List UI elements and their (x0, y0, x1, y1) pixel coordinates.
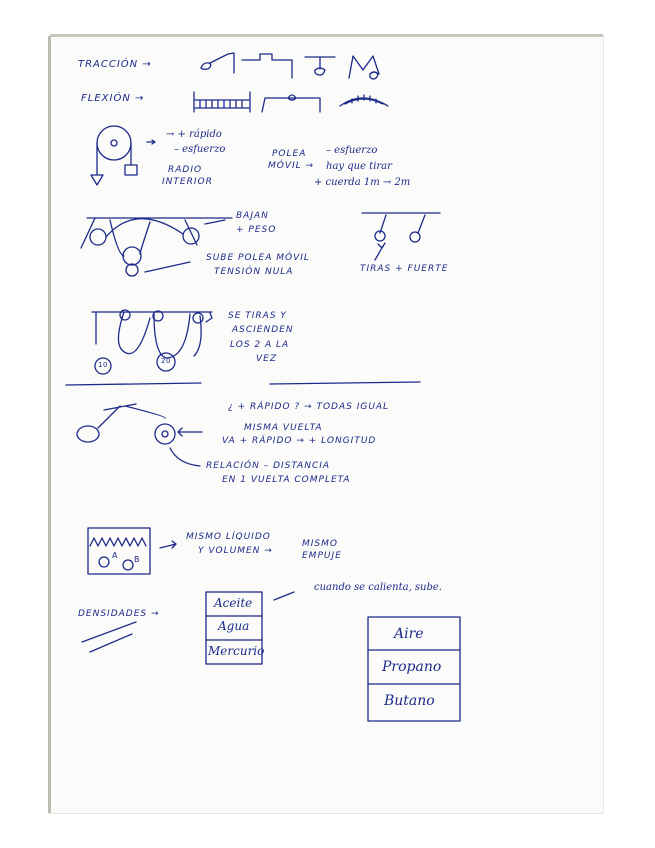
se-tiras-line-3: LOS 2 A LA (230, 340, 290, 350)
weight-label-10: 10 (98, 361, 108, 369)
cuando-label: cuando se calienta, sube. (314, 582, 442, 593)
wheel-sketch (77, 404, 202, 466)
pulley-radius-sketch (91, 126, 155, 185)
two-weights-sketch (92, 310, 212, 374)
tank-label-b: B (134, 555, 140, 564)
esfuerzo-line-1: – esfuerzo (326, 145, 378, 156)
rapido-line-2: – esfuerzo (174, 144, 226, 155)
tension-nula-label: TENSIÓN NULA (214, 267, 294, 277)
liquid-mercurio: Mercurio (208, 644, 265, 658)
mismo-empuje-line-2: EMPUJE (302, 551, 342, 561)
relacion-line-1: RELACIÓN – DISTANCIA (206, 461, 331, 471)
esfuerzo-line-2: hay que tirar (326, 161, 392, 172)
section-divider (66, 382, 420, 385)
mismo-liquido-line-1: MISMO LÍQUIDO (186, 532, 271, 542)
relacion-line-2: EN 1 VUELTA COMPLETA (222, 475, 351, 485)
interior-label: INTERIOR (162, 177, 213, 187)
block-and-tackle-sketch (81, 218, 232, 276)
polea-label: POLEA (272, 149, 307, 159)
tank-label-a: A (112, 551, 118, 560)
flexion-label: FLEXIÓN → (81, 93, 145, 104)
gas-aire: Aire (394, 626, 424, 642)
bajan-label: BAJAN (236, 211, 269, 221)
traccion-sketches (201, 53, 379, 79)
tiras-fuerte-label: TIRAS + FUERTE (360, 264, 449, 274)
tank-sketch (88, 528, 176, 574)
misma-vuelta-line-1: MISMA VUELTA (244, 423, 323, 433)
flexion-sketches (194, 92, 388, 112)
se-tiras-line-2: ASCIENDEN (232, 325, 294, 335)
tiras-fuerte-sketch (362, 213, 440, 260)
liquid-aceite: Aceite (214, 596, 253, 610)
gas-propano: Propano (382, 659, 442, 675)
esfuerzo-line-3: + cuerda 1m → 2m (314, 177, 411, 188)
rapido-line-1: → + rápido (166, 129, 222, 140)
gas-butano: Butano (384, 693, 435, 709)
se-tiras-line-1: SE TIRAS Y (228, 311, 287, 321)
mismo-empuje-line-1: MISMO (302, 539, 338, 549)
densidades-label: DENSIDADES → (78, 609, 160, 619)
traccion-label: TRACCIÓN → (78, 59, 152, 70)
radio-label: RADIO (168, 165, 203, 175)
weight-label-20: 20 (161, 357, 171, 365)
liquid-agua: Agua (218, 619, 250, 633)
sube-polea-label: SUBE POLEA MÓVIL (206, 253, 310, 263)
se-tiras-line-4: VEZ (256, 354, 278, 364)
mismo-liquido-line-2: Y VOLUMEN → (198, 546, 273, 556)
rapido-question: ¿ + RÁPIDO ? → TODAS IGUAL (228, 402, 390, 412)
misma-vuelta-line-2: VA + RÁPIDO → + LONGITUD (222, 436, 377, 446)
movil-label: MÓVIL → (268, 161, 315, 171)
peso-label: + PESO (236, 225, 277, 235)
